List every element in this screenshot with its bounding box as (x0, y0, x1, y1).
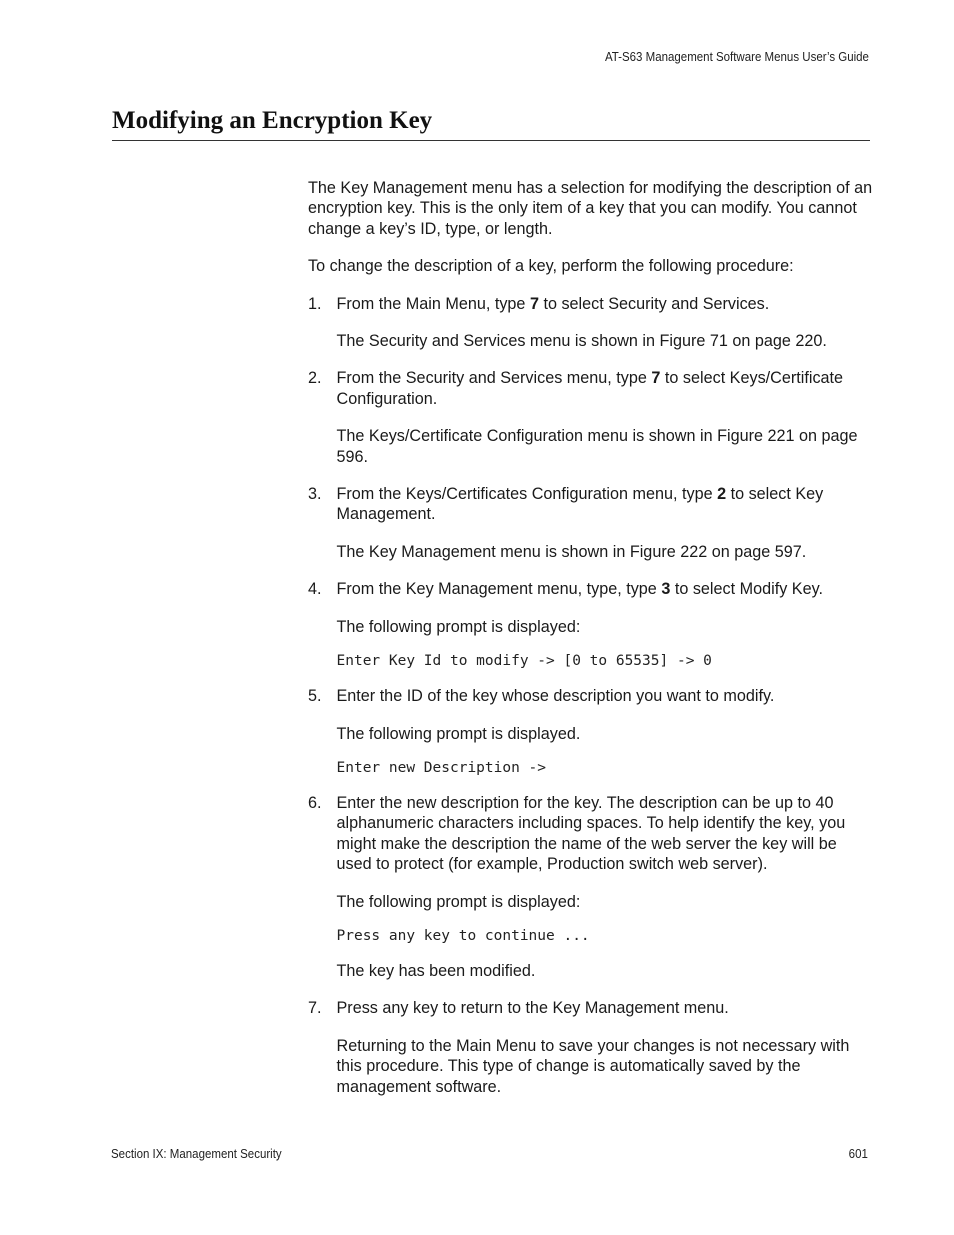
procedure-step (308, 368, 874, 467)
page-title: Modifying an Encryption Key (112, 107, 433, 134)
procedure-step (308, 686, 874, 778)
step-number: 1. (308, 294, 322, 313)
step-number: 6. (308, 793, 322, 812)
step-text: Enter the new description for the key. The description can be up to 40 alphanumeric characters including spaces. To help identify the key, you might make the description the name of the web server the key will be used to protect (for example, Production switch web server). (336, 793, 846, 874)
procedure-step (308, 294, 874, 352)
procedure-step (308, 793, 874, 981)
step-note: Returning to the Main Menu to save your changes is not necessary with this procedure. This type of change is automatically saved by the management software. (336, 1036, 850, 1096)
step-number: 3. (308, 485, 322, 504)
procedure-step (308, 579, 874, 671)
step-number: 4. (308, 580, 322, 599)
step-note: The following prompt is displayed: (336, 617, 581, 636)
step-note: The following prompt is displayed. (336, 724, 581, 743)
step-result: The key has been modified. (336, 961, 536, 980)
step-text: From the Main Menu, type 7 to select Security and Services. (336, 294, 770, 313)
step-note: The following prompt is displayed: (336, 892, 581, 911)
step-number: 7. (308, 999, 322, 1018)
guide-title: AT-S63 Management Software Menus User’s Guide (605, 50, 869, 64)
procedure-step (308, 998, 874, 1097)
title-divider (112, 140, 870, 141)
step-text: Press any key to return to the Key Management menu. (336, 999, 729, 1018)
page-number: 601 (848, 1147, 868, 1161)
intro-paragraph: The Key Management menu has a selection for modifying the description of an encryption key. This is the only item of a key that you can modify. You cannot change a key’s ID, type, or length. (308, 179, 873, 238)
step-note: The Key Management menu is shown in Figure 222 on page 597. (336, 542, 807, 561)
step-text: Enter the ID of the key whose description you want to modify. (336, 687, 775, 706)
procedure-step (308, 484, 874, 562)
step-note: The Security and Services menu is shown in Figure 71 on page 220. (336, 332, 827, 351)
main-content (308, 178, 874, 1114)
step-text: From the Key Management menu, type, type 3 to select Modify Key. (336, 580, 823, 599)
intro-paragraph: To change the description of a key, perform the following procedure: (308, 257, 794, 276)
step-text: From the Security and Services menu, type 7 to select Keys/Certificate Configuration. (336, 369, 844, 408)
step-number: 5. (308, 687, 322, 706)
step-text: From the Keys/Certificates Configuration menu, type 2 to select Key Management. (336, 485, 824, 524)
console-prompt: Press any key to continue ... (336, 927, 590, 944)
console-prompt: Enter Key Id to modify -> [0 to 65535] -> 0 (336, 653, 712, 670)
console-prompt: Enter new Description -> (336, 759, 547, 776)
section-label: Section IX: Management Security (111, 1147, 282, 1161)
step-note: The Keys/Certificate Configuration menu is shown in Figure 221 on page 596. (336, 427, 858, 466)
step-number: 2. (308, 369, 322, 388)
